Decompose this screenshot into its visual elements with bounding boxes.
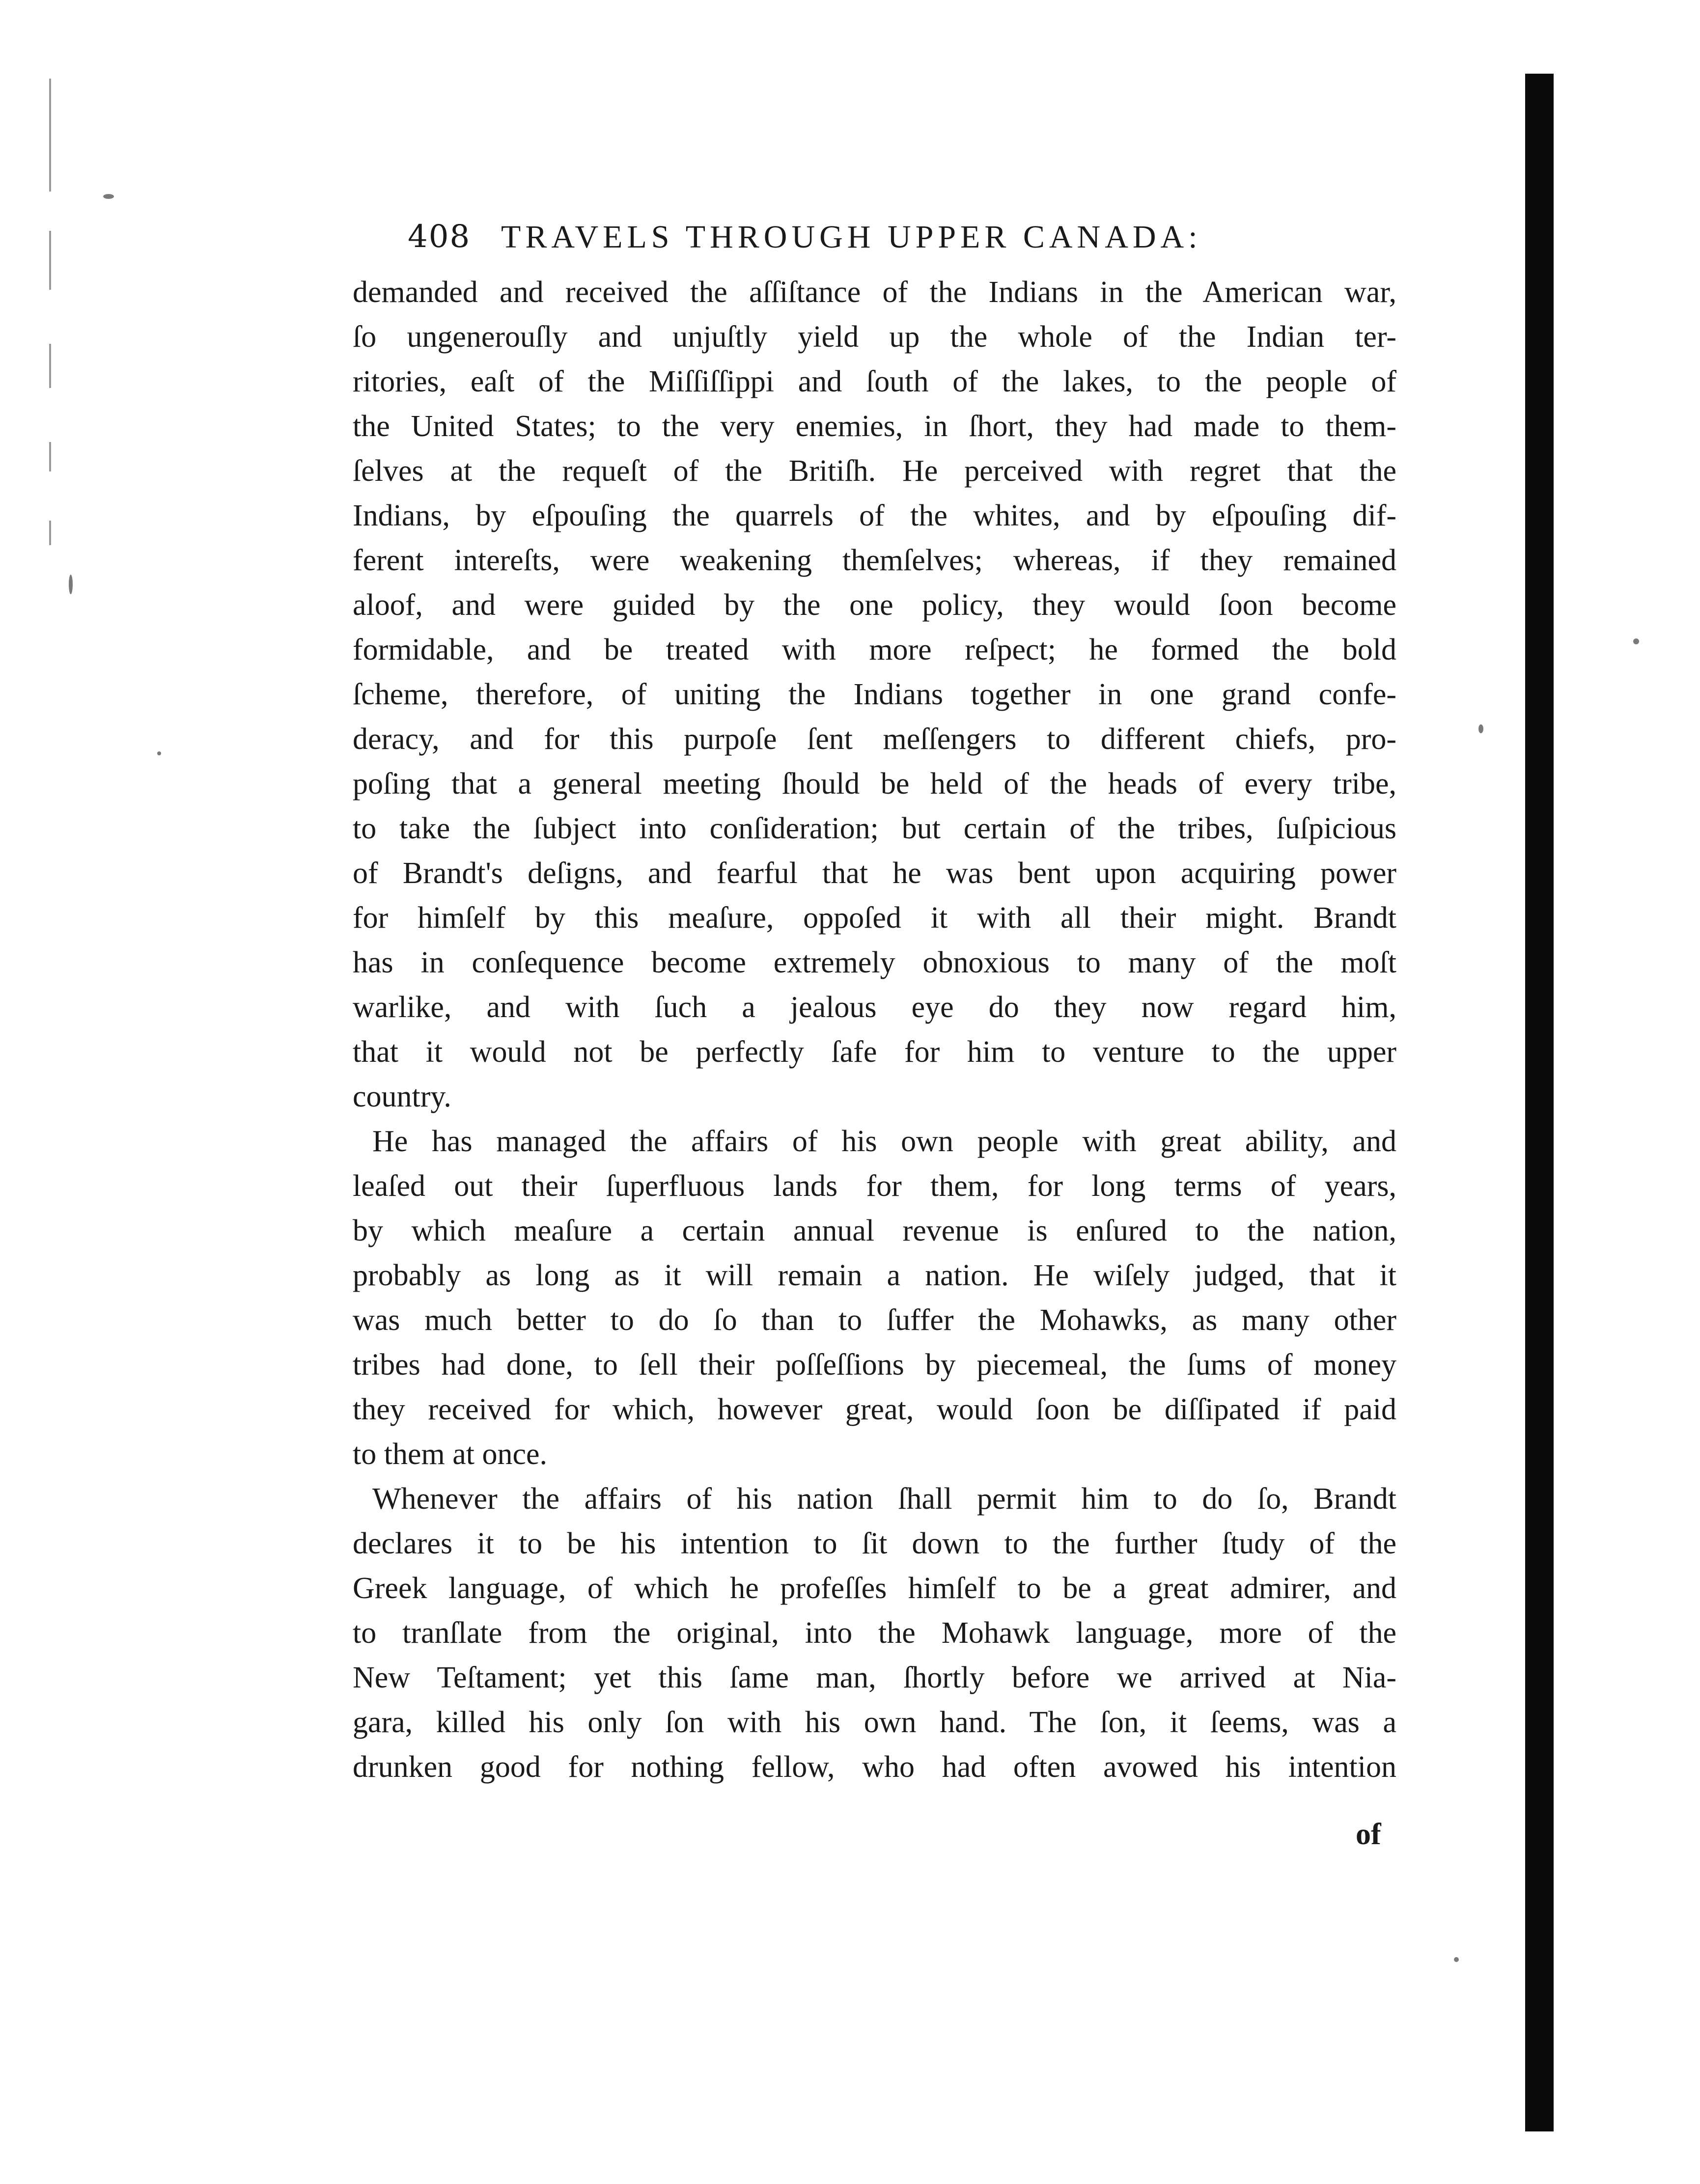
text-line: was much better to do ſo than to ſuffer the Mohawks, as many other [353, 1303, 1396, 1337]
text-line: has in conſequence become extremely obnoxious to many of the moſt [353, 946, 1396, 979]
page-number: 408 [408, 219, 471, 255]
text-line: declares it to be his intention to ſit down to the further ſtudy of the [353, 1527, 1396, 1560]
scan-edge-shadow [1525, 74, 1554, 2131]
text-line: ferent intereſts, were weakening themſelves; whereas, if they remained [353, 544, 1396, 577]
text-line: ſcheme, therefore, of uniting the Indians together in one grand confe- [353, 678, 1396, 711]
scan-speck [1478, 724, 1483, 733]
scan-speck [69, 575, 73, 594]
text-line: that it would not be perfectly ſafe for him to venture to the upper [353, 1035, 1396, 1069]
text-line: demanded and received the aſſiſtance of the Indians in the American war, [353, 276, 1396, 309]
text-line: to tranſlate from the original, into the Mohawk language, more of the [353, 1616, 1396, 1650]
scan-speck [103, 194, 114, 199]
text-line: poſing that a general meeting ſhould be held of the heads of every tribe, [353, 767, 1396, 801]
text-line: Whenever the affairs of his nation ſhall permit him to do ſo, Brandt [372, 1482, 1396, 1516]
text-line: ritories, eaſt of the Miſſiſſippi and ſouth of the lakes, to the people of [353, 365, 1396, 398]
text-line: for himſelf by this meaſure, oppoſed it with all their might. Brandt [353, 901, 1396, 935]
catchword: of [1356, 1818, 1381, 1851]
scan-speck [1633, 638, 1639, 644]
margin-mark [49, 231, 51, 290]
running-title: TRAVELS THROUGH UPPER CANADA: [501, 219, 1202, 255]
page-header [408, 219, 1410, 263]
margin-mark [49, 442, 51, 471]
body-text [353, 270, 1396, 1790]
text-line: they received for which, however great, would ſoon be diſſipated if paid [353, 1393, 1396, 1426]
text-line: leaſed out their ſuperfluous lands for them, for long terms of years, [353, 1169, 1396, 1203]
text-line: by which meaſure a certain annual revenue is enſured to the nation, [353, 1214, 1396, 1247]
text-line: aloof, and were guided by the one policy, they would ſoon become [353, 588, 1396, 622]
text-line: to take the ſubject into conſideration; but certain of the tribes, ſuſpicious [353, 812, 1396, 845]
text-line: formidable, and be treated with more reſpect; he formed the bold [353, 633, 1396, 666]
text-line: the United States; to the very enemies, in ſhort, they had made to them- [353, 410, 1396, 443]
text-line: He has managed the affairs of his own people with great ability, and [372, 1125, 1396, 1158]
margin-mark [49, 521, 51, 545]
scan-speck [1454, 1957, 1459, 1962]
text-line: Greek language, of which he profeſſes himſelf to be a great admirer, and [353, 1572, 1396, 1605]
margin-mark [49, 344, 51, 388]
text-line: drunken good for nothing fellow, who had often avowed his intention [353, 1750, 1396, 1784]
text-line: Indians, by eſpouſing the quarrels of the whites, and by eſpouſing dif- [353, 499, 1396, 532]
margin-mark [49, 79, 51, 192]
text-line: probably as long as it will remain a nation. He wiſely judged, that it [353, 1259, 1396, 1292]
scan-speck [157, 751, 161, 755]
text-line: to them at once. [353, 1438, 547, 1471]
text-line: warlike, and with ſuch a jealous eye do they now regard him, [353, 991, 1396, 1024]
text-line: ſelves at the requeſt of the Britiſh. He perceived with regret that the [353, 454, 1396, 488]
text-line: ſo ungenerouſly and unjuſtly yield up the whole of the Indian ter- [353, 320, 1396, 354]
text-line: gara, killed his only ſon with his own hand. The ſon, it ſeems, was a [353, 1706, 1396, 1739]
text-line: of Brandt's deſigns, and fearful that he was bent upon acquiring power [353, 857, 1396, 890]
text-line: New Teſtament; yet this ſame man, ſhortly before we arrived at Nia- [353, 1661, 1396, 1694]
text-line: tribes had done, to ſell their poſſeſſions by piecemeal, the ſums of money [353, 1348, 1396, 1382]
text-line: deracy, and for this purpoſe ſent meſſengers to different chiefs, pro- [353, 722, 1396, 756]
text-line: country. [353, 1080, 451, 1113]
